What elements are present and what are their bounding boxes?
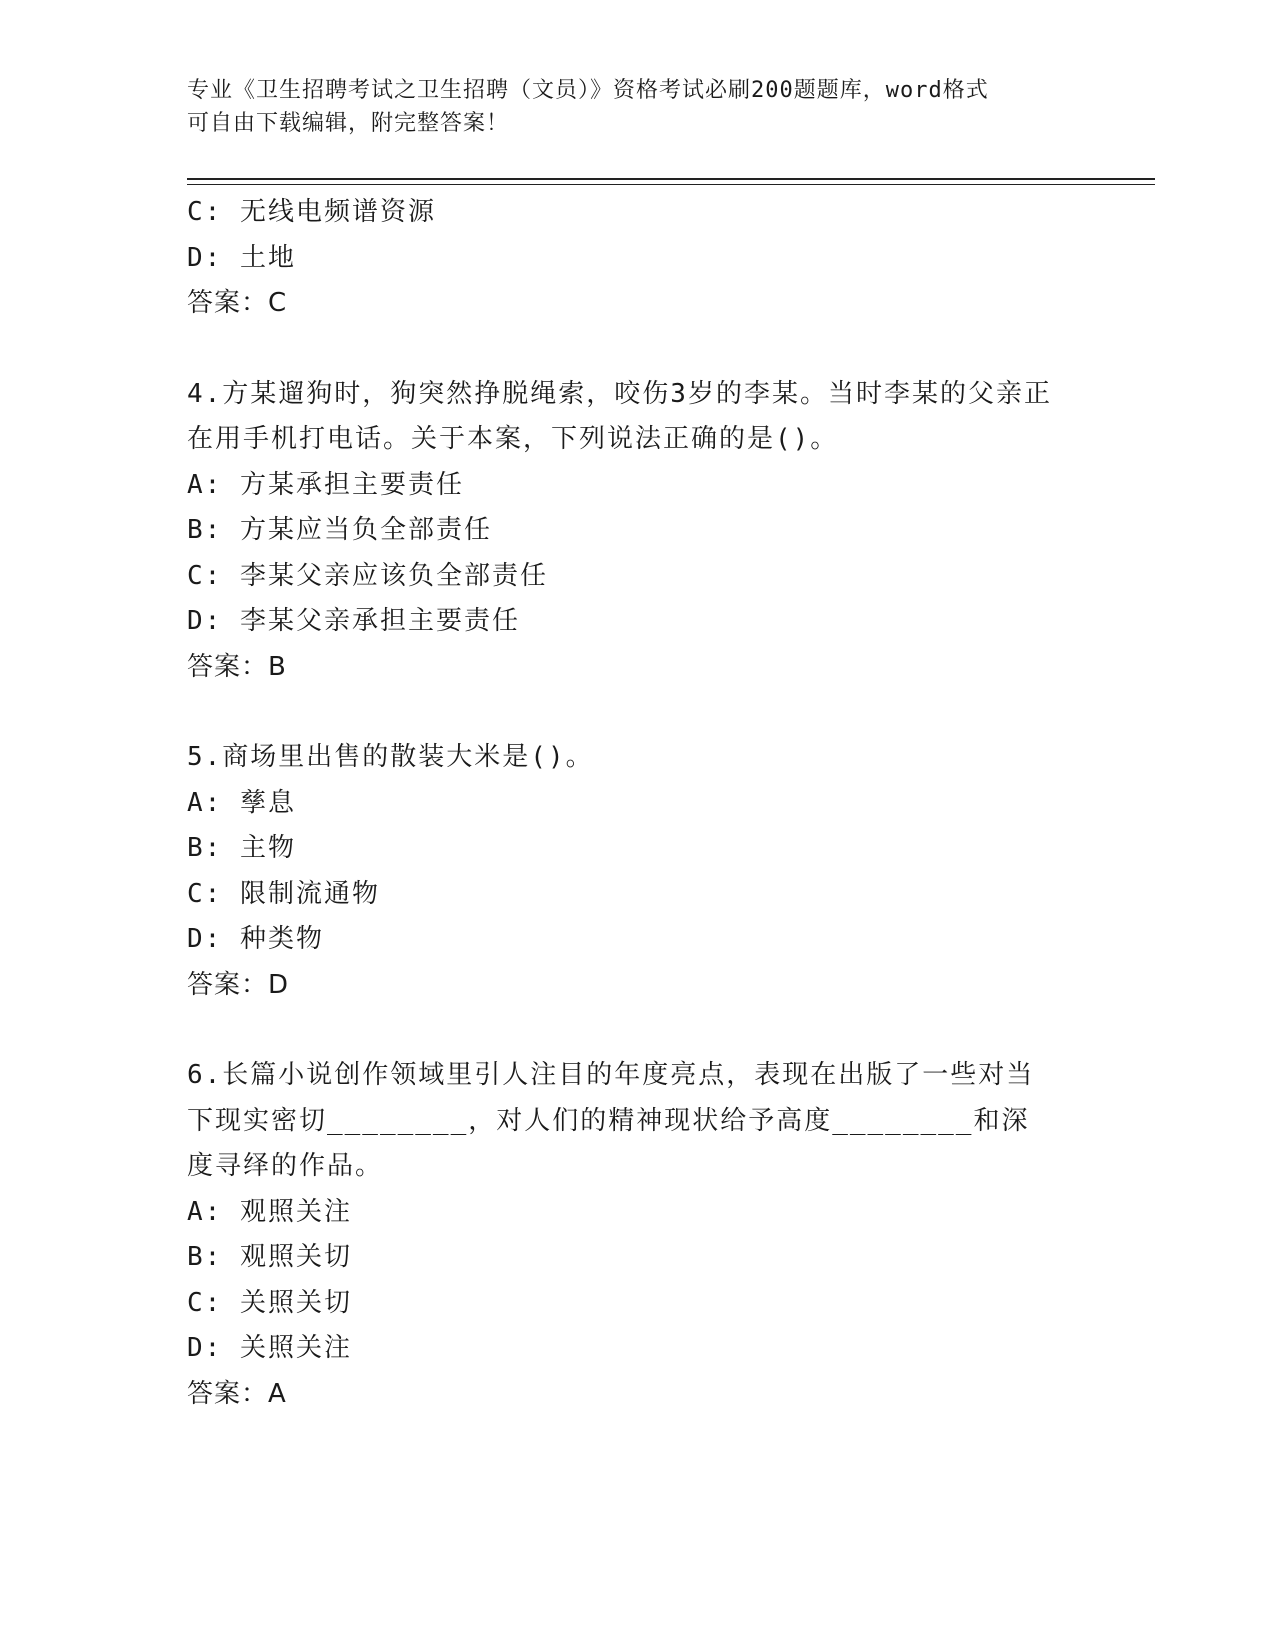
option-b: B: 观照关切 [187, 1242, 352, 1272]
option-d: D: 李某父亲承担主要责任 [187, 606, 520, 636]
question-text: 4.方某遛狗时，狗突然挣脱绳索，咬伤3岁的李某。当时李某的父亲正在用手机打电话。关于本案，下列说法正确的是()。 [187, 378, 1052, 454]
header-divider-thin [187, 184, 1155, 185]
option-c: C: 关照关切 [187, 1287, 352, 1318]
header-title-line2: 可自由下载编辑，附完整答案！ [187, 111, 510, 136]
document-header [187, 74, 1087, 140]
question-list [187, 190, 1155, 1417]
option-d: D: 关照关注 [187, 1333, 352, 1363]
question-5 [187, 735, 1155, 1008]
option-c: C: 限制流通物 [187, 878, 380, 909]
header-divider [187, 178, 1155, 180]
option-a: A: 观照关注 [187, 1196, 352, 1227]
option-d: D: 种类物 [187, 924, 324, 954]
option-b: B: 主物 [187, 833, 296, 863]
question-3 [187, 190, 1155, 327]
option-c: C: 李某父亲应该负全部责任 [187, 560, 548, 591]
question-6 [187, 1053, 1155, 1417]
question-text: 5.商场里出售的散装大米是()。 [187, 742, 594, 772]
answer: 答案：B [187, 651, 287, 682]
question-text: 6.长篇小说创作领域里引人注目的年度亮点，表现在出版了一些对当下现实密切________，对人们的精神现状给予高度________和深度寻绎的作品。 [187, 1060, 1035, 1181]
option-a: A: 孳息 [187, 787, 296, 818]
option-b: B: 方某应当负全部责任 [187, 515, 492, 545]
answer: 答案：A [187, 1378, 287, 1409]
header-title-line1: 专业《卫生招聘考试之卫生招聘（文员）》资格考试必刷200题题库，word格式 [187, 78, 989, 103]
answer: 答案：D [187, 969, 290, 1000]
option-c: C: 无线电频谱资源 [187, 197, 436, 227]
question-4 [187, 372, 1155, 691]
option-d: D: 土地 [187, 242, 296, 273]
answer: 答案：C [187, 288, 288, 318]
option-a: A: 方某承担主要责任 [187, 469, 464, 500]
